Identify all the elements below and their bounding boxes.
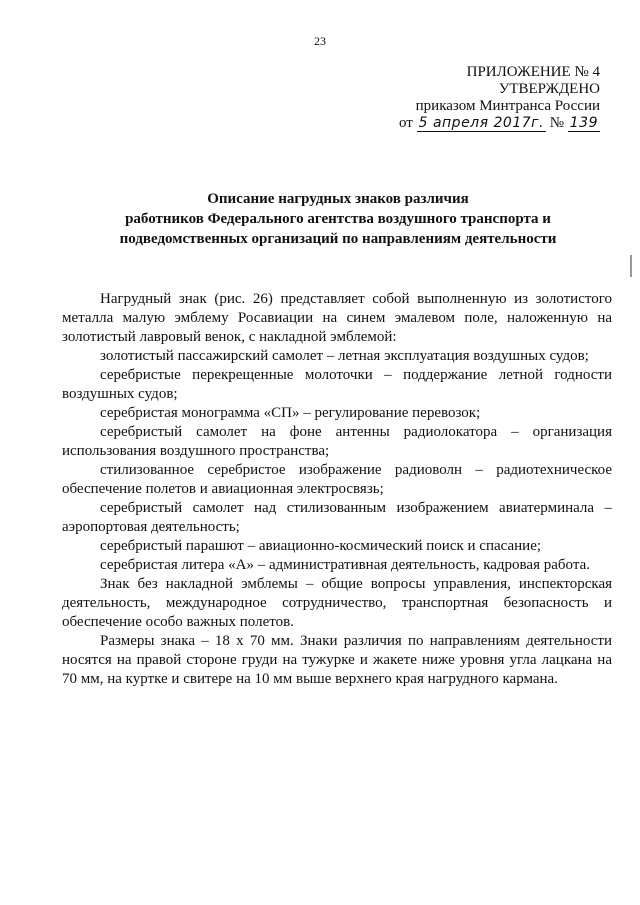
paragraph: серебристый самолет над стилизованным изображением авиатерминала – аэропортовая деятельность; xyxy=(62,500,612,535)
title-line: подведомственных организаций по направлениям деятельности xyxy=(119,231,557,247)
approval-header xyxy=(360,64,600,132)
title-line: работников Федерального агентства воздушного транспорта и xyxy=(125,211,551,227)
paragraph: Нагрудный знак (рис. 26) представляет собой выполненную из золотистого металла малую эмблему Росавиации на синем эмалевом поле, наложенную на золотистый лавровый венок, с накладной эмблемой: xyxy=(62,291,612,345)
approved-label: УТВЕРЖДЕНО xyxy=(498,81,600,97)
handwritten-number: 139 xyxy=(569,115,598,131)
number-label: № xyxy=(549,115,565,131)
order-label: приказом Минтранса России xyxy=(415,98,600,114)
from-label: от xyxy=(398,115,413,131)
appendix-label: ПРИЛОЖЕНИЕ № 4 xyxy=(466,64,600,80)
handwritten-date: 5 апреля 2017г. xyxy=(418,115,544,131)
paragraph: серебристая монограмма «СП» – регулирование перевозок; xyxy=(100,405,481,421)
page-number: 23 xyxy=(314,34,326,48)
paragraph: золотистый пассажирский самолет – летная эксплуатация воздушных судов; xyxy=(100,348,589,364)
paragraph: стилизованное серебристое изображение радиоволн – радиотехническое обеспечение полетов и авиационная электросвязь; xyxy=(62,462,612,497)
order-date-line xyxy=(360,115,600,132)
paragraph: Размеры знака – 18 х 70 мм. Знаки различия по направлениям деятельности носятся на правой стороне груди на тужурке и жакете ниже уровня угла лацкана на 70 мм, на куртке и свитере на 10 мм выше верхнего края нагрудного кармана. xyxy=(62,633,612,687)
scan-edge-mark xyxy=(630,255,632,277)
paragraph: серебристая литера «А» – административная деятельность, кадровая работа. xyxy=(100,557,590,573)
document-title xyxy=(64,189,612,249)
paragraph: серебристый парашют – авиационно-космический поиск и спасание; xyxy=(100,538,542,554)
paragraph: серебристый самолет на фоне антенны радиолокатора – организация использования воздушного пространства; xyxy=(62,424,612,459)
paragraph: серебристые перекрещенные молоточки – поддержание летной годности воздушных судов; xyxy=(62,367,612,402)
paragraph: Знак без накладной эмблемы – общие вопросы управления, инспекторская деятельность, международное сотрудничество, транспортная безопасность и обеспечение особо важных полетов. xyxy=(62,576,612,630)
body-text xyxy=(62,290,612,689)
title-line: Описание нагрудных знаков различия xyxy=(207,191,469,207)
